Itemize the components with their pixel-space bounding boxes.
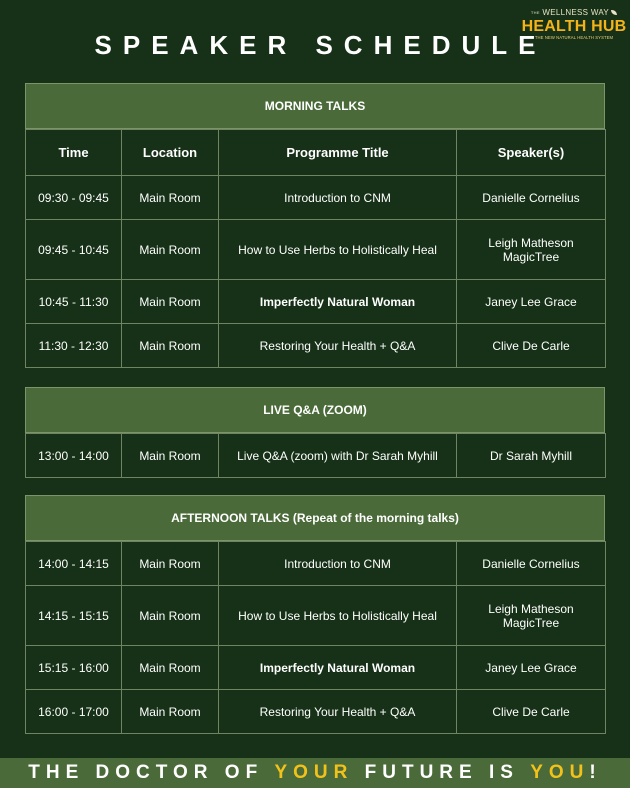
cell-time: 11:30 - 12:30: [26, 324, 122, 368]
cell-time: 16:00 - 17:00: [26, 690, 122, 734]
cell-time: 15:15 - 16:00: [26, 646, 122, 690]
table-row: [26, 280, 606, 324]
logo-tagline: THE NEW NATURAL HEALTH SYSTEM: [534, 35, 614, 40]
table-header-row: [26, 130, 606, 176]
cell-location: Main Room: [122, 220, 219, 280]
section-morning-talks: [25, 83, 605, 368]
cell-time: 10:45 - 11:30: [26, 280, 122, 324]
logo-the: THE: [530, 10, 540, 15]
cell-speaker: Janey Lee Grace: [457, 280, 606, 324]
cell-title: Imperfectly Natural Woman: [219, 280, 457, 324]
leaf-icon: [611, 10, 617, 15]
cell-title: Introduction to CNM: [219, 542, 457, 586]
cell-title: Restoring Your Health + Q&A: [219, 324, 457, 368]
table-row: [26, 434, 606, 478]
slogan-part: THE DOCTOR OF: [28, 762, 275, 783]
cell-time: 14:00 - 14:15: [26, 542, 122, 586]
cell-location: Main Room: [122, 176, 219, 220]
schedule-table: [25, 541, 606, 734]
table-row: [26, 542, 606, 586]
cell-title: How to Use Herbs to Holistically Heal: [219, 586, 457, 646]
cell-time: 13:00 - 14:00: [26, 434, 122, 478]
cell-speaker: Clive De Carle: [457, 690, 606, 734]
cell-time: 09:45 - 10:45: [26, 220, 122, 280]
table-row: [26, 646, 606, 690]
cell-location: Main Room: [122, 586, 219, 646]
logo-top-line: [521, 8, 627, 18]
cell-speaker: Danielle Cornelius: [457, 542, 606, 586]
cell-speaker: Leigh Matheson MagicTree: [457, 586, 606, 646]
cell-speaker: Leigh Matheson MagicTree: [457, 220, 606, 280]
cell-location: Main Room: [122, 690, 219, 734]
cell-time: 09:30 - 09:45: [26, 176, 122, 220]
section-afternoon-talks: [25, 495, 605, 734]
cell-time: 14:15 - 15:15: [26, 586, 122, 646]
cell-speaker: Danielle Cornelius: [457, 176, 606, 220]
cell-title: Restoring Your Health + Q&A: [219, 690, 457, 734]
logo-brand-top: WELLNESS WAY: [542, 8, 610, 17]
column-header-location: Location: [122, 130, 219, 176]
schedule-table: [25, 433, 606, 478]
slogan-part: !: [589, 762, 602, 783]
cell-title: Imperfectly Natural Woman: [219, 646, 457, 690]
cell-location: Main Room: [122, 434, 219, 478]
logo-brand-main: HEALTH HUB: [521, 18, 627, 35]
cell-speaker: Clive De Carle: [457, 324, 606, 368]
cell-location: Main Room: [122, 542, 219, 586]
cell-title: How to Use Herbs to Holistically Heal: [219, 220, 457, 280]
table-row: [26, 220, 606, 280]
section-live-qa: [25, 387, 605, 478]
slogan-part: FUTURE IS: [353, 762, 531, 783]
section-header: MORNING TALKS: [25, 83, 605, 129]
cell-location: Main Room: [122, 324, 219, 368]
footer-slogan: [0, 758, 630, 788]
slogan-highlight: YOUR: [274, 762, 354, 783]
column-header-speaker: Speaker(s): [457, 130, 606, 176]
table-row: [26, 176, 606, 220]
column-header-title: Programme Title: [219, 130, 457, 176]
cell-location: Main Room: [122, 646, 219, 690]
cell-speaker: Dr Sarah Myhill: [457, 434, 606, 478]
cell-title: Live Q&A (zoom) with Dr Sarah Myhill: [219, 434, 457, 478]
section-header: LIVE Q&A (ZOOM): [25, 387, 605, 433]
cell-speaker: Janey Lee Grace: [457, 646, 606, 690]
table-row: [26, 586, 606, 646]
logo: [521, 8, 627, 48]
slogan-highlight: YOU: [530, 762, 590, 783]
column-header-time: Time: [26, 130, 122, 176]
schedule-table: [25, 129, 606, 368]
table-row: [26, 324, 606, 368]
section-header: AFTERNOON TALKS (Repeat of the morning talks): [25, 495, 605, 541]
cell-title: Introduction to CNM: [219, 176, 457, 220]
page-title: SPEAKER SCHEDULE: [94, 30, 547, 60]
table-row: [26, 690, 606, 734]
cell-location: Main Room: [122, 280, 219, 324]
